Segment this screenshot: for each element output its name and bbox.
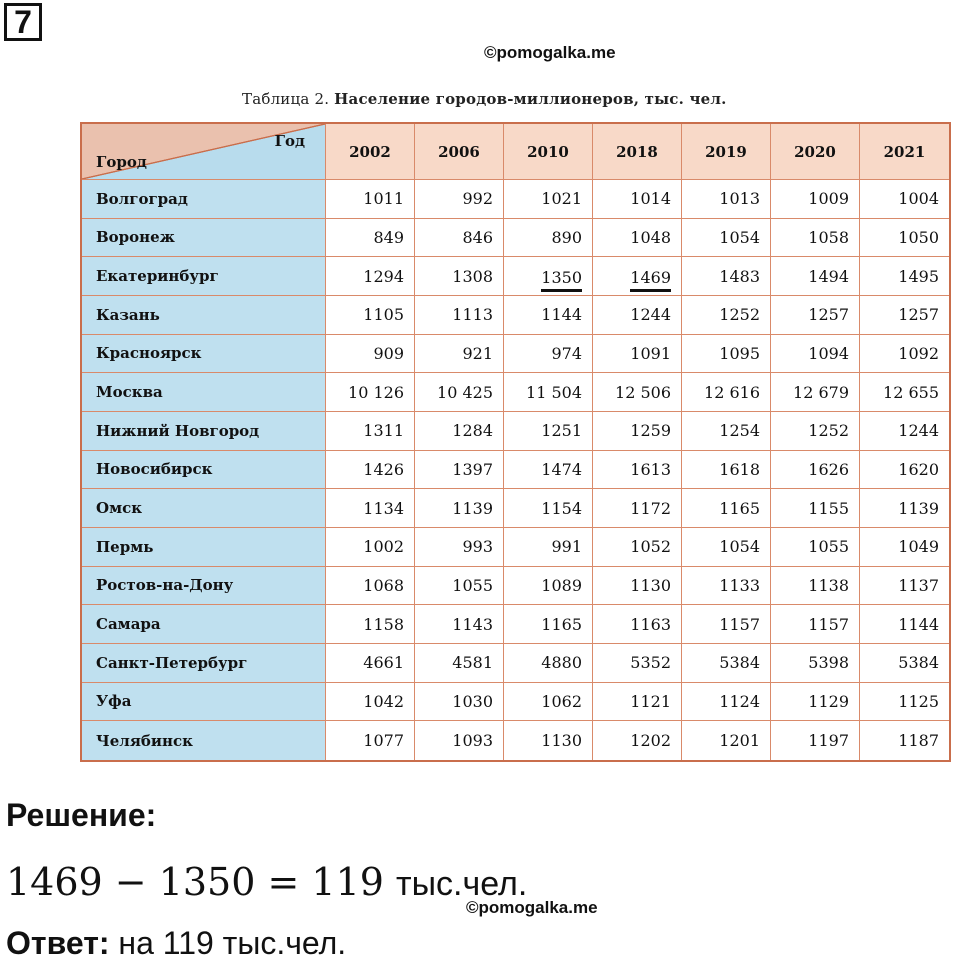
population-value: 1129 bbox=[771, 683, 860, 722]
city-name: Самара bbox=[82, 605, 326, 644]
answer-text: на 119 тыс.чел. bbox=[118, 925, 347, 961]
population-value: 1155 bbox=[771, 489, 860, 528]
population-value: 1002 bbox=[326, 528, 415, 567]
population-value: 5384 bbox=[682, 644, 771, 683]
population-value: 10 126 bbox=[326, 373, 415, 412]
population-value: 12 616 bbox=[682, 373, 771, 412]
population-value: 1311 bbox=[326, 412, 415, 451]
city-name: Санкт-Петербург bbox=[82, 644, 326, 683]
population-value: 1257 bbox=[771, 296, 860, 335]
answer-line bbox=[6, 925, 346, 962]
population-value: 1054 bbox=[682, 219, 771, 258]
population-value: 991 bbox=[504, 528, 593, 567]
population-value: 1483 bbox=[682, 257, 771, 296]
population-value: 1013 bbox=[682, 180, 771, 219]
population-value: 1054 bbox=[682, 528, 771, 567]
header-year: 2019 bbox=[682, 124, 771, 180]
population-value: 1124 bbox=[682, 683, 771, 722]
header-year: 2018 bbox=[593, 124, 682, 180]
header-year: 2002 bbox=[326, 124, 415, 180]
population-value: 1254 bbox=[682, 412, 771, 451]
population-value: 5352 bbox=[593, 644, 682, 683]
population-value: 1495 bbox=[860, 257, 949, 296]
population-value: 1055 bbox=[771, 528, 860, 567]
population-value: 1613 bbox=[593, 451, 682, 490]
population-value: 1244 bbox=[860, 412, 949, 451]
city-name: Красноярск bbox=[82, 335, 326, 374]
population-value: 4661 bbox=[326, 644, 415, 683]
population-value: 1187 bbox=[898, 731, 939, 751]
population-value: 1014 bbox=[593, 180, 682, 219]
population-value: 1130 bbox=[593, 567, 682, 606]
answer-label: Ответ: bbox=[6, 925, 110, 961]
population-value: 1121 bbox=[593, 683, 682, 722]
population-value: 1094 bbox=[771, 335, 860, 374]
population-value: 1252 bbox=[682, 296, 771, 335]
population-value: 1201 bbox=[682, 721, 771, 760]
population-value: 846 bbox=[415, 219, 504, 258]
city-name: Уфа bbox=[82, 683, 326, 722]
population-value: 1058 bbox=[771, 219, 860, 258]
population-value: 1049 bbox=[860, 528, 949, 567]
city-name: Челябинск bbox=[82, 721, 326, 760]
population-value: 1397 bbox=[415, 451, 504, 490]
population-value: 1105 bbox=[326, 296, 415, 335]
city-name: Москва bbox=[82, 373, 326, 412]
population-value: 1068 bbox=[326, 567, 415, 606]
population-value: 1004 bbox=[860, 180, 949, 219]
table-title-prefix: Таблица 2. bbox=[242, 90, 330, 108]
population-value: 1252 bbox=[771, 412, 860, 451]
population-value: 1202 bbox=[593, 721, 682, 760]
population-value: 10 425 bbox=[415, 373, 504, 412]
population-value: 1133 bbox=[682, 567, 771, 606]
header-year: 2006 bbox=[415, 124, 504, 180]
population-value: 1091 bbox=[593, 335, 682, 374]
population-value: 1143 bbox=[415, 605, 504, 644]
watermark-top: ©pomogalka.me bbox=[484, 43, 616, 62]
population-value: 1308 bbox=[415, 257, 504, 296]
underlined-value: 1350 bbox=[541, 268, 582, 292]
population-value: 1244 bbox=[593, 296, 682, 335]
population-value: 1062 bbox=[504, 683, 593, 722]
watermark-bottom: ©pomogalka.me bbox=[466, 898, 598, 917]
population-value: 1050 bbox=[860, 219, 949, 258]
population-value: 1052 bbox=[593, 528, 682, 567]
population-value: 1158 bbox=[326, 605, 415, 644]
population-value: 974 bbox=[504, 335, 593, 374]
header-city-label: Город bbox=[96, 153, 147, 171]
population-value: 12 506 bbox=[593, 373, 682, 412]
population-value: 993 bbox=[415, 528, 504, 567]
table-title-main: Население городов-миллионеров, тыс. чел. bbox=[334, 90, 727, 108]
population-value: 1011 bbox=[326, 180, 415, 219]
population-value bbox=[504, 257, 593, 296]
population-value: 1134 bbox=[326, 489, 415, 528]
population-value: 12 655 bbox=[860, 373, 949, 412]
population-value: 1137 bbox=[860, 567, 949, 606]
population-value: 1009 bbox=[771, 180, 860, 219]
population-value: 1618 bbox=[682, 451, 771, 490]
population-value: 12 679 bbox=[771, 373, 860, 412]
population-value: 890 bbox=[504, 219, 593, 258]
population-value: 1172 bbox=[593, 489, 682, 528]
city-name: Нижний Новгород bbox=[82, 412, 326, 451]
population-value: 1042 bbox=[326, 683, 415, 722]
population-value: 1474 bbox=[504, 451, 593, 490]
population-value: 1157 bbox=[682, 605, 771, 644]
population-value: 921 bbox=[415, 335, 504, 374]
underlined-value: 1469 bbox=[630, 268, 671, 292]
population-value: 1144 bbox=[504, 296, 593, 335]
population-value: 1165 bbox=[682, 489, 771, 528]
population-value: 849 bbox=[326, 219, 415, 258]
city-name: Волгоград bbox=[82, 180, 326, 219]
population-value: 1426 bbox=[326, 451, 415, 490]
population-value: 1284 bbox=[415, 412, 504, 451]
population-value: 1125 bbox=[860, 683, 949, 722]
population-value: 1048 bbox=[593, 219, 682, 258]
population-value: 1157 bbox=[771, 605, 860, 644]
population-value: 1165 bbox=[504, 605, 593, 644]
population-value: 1154 bbox=[504, 489, 593, 528]
city-name: Казань bbox=[82, 296, 326, 335]
population-value: 1626 bbox=[771, 451, 860, 490]
equation-unit: тыс.чел. bbox=[396, 865, 528, 903]
population-value bbox=[593, 257, 682, 296]
population-value: 1259 bbox=[593, 412, 682, 451]
population-value: 1095 bbox=[682, 335, 771, 374]
table-title bbox=[242, 90, 727, 108]
population-value: 4581 bbox=[415, 644, 504, 683]
population-value: 1197 bbox=[771, 721, 860, 760]
population-value: 1113 bbox=[415, 296, 504, 335]
population-value: 1144 bbox=[860, 605, 949, 644]
population-table bbox=[80, 122, 951, 762]
population-value: 1055 bbox=[415, 567, 504, 606]
solution-label: Решение: bbox=[6, 797, 157, 833]
population-value: 1294 bbox=[326, 257, 415, 296]
population-value: 1030 bbox=[415, 683, 504, 722]
equation-expression: 1469 − 1350 = 119 bbox=[6, 860, 384, 904]
population-value: 4880 bbox=[504, 644, 593, 683]
population-value: 1138 bbox=[771, 567, 860, 606]
population-value: 5398 bbox=[771, 644, 860, 683]
population-value: 1139 bbox=[860, 489, 949, 528]
population-value: 11 504 bbox=[504, 373, 593, 412]
population-value: 1620 bbox=[860, 451, 949, 490]
city-name: Омск bbox=[82, 489, 326, 528]
population-value: 1494 bbox=[771, 257, 860, 296]
population-value: 1092 bbox=[860, 335, 949, 374]
city-name: Воронеж bbox=[82, 219, 326, 258]
solution-equation bbox=[6, 860, 527, 904]
population-value: 1257 bbox=[860, 296, 949, 335]
population-value: 1139 bbox=[415, 489, 504, 528]
header-year: 2010 bbox=[504, 124, 593, 180]
city-name: Пермь bbox=[82, 528, 326, 567]
population-value: 5384 bbox=[860, 644, 949, 683]
population-value: 1089 bbox=[504, 567, 593, 606]
task-number: 7 bbox=[4, 3, 42, 41]
table-grid bbox=[82, 124, 949, 760]
population-value: 1130 bbox=[504, 721, 593, 760]
population-value: 909 bbox=[326, 335, 415, 374]
population-value: 1021 bbox=[504, 180, 593, 219]
header-corner bbox=[82, 124, 326, 180]
city-name: Новосибирск bbox=[82, 451, 326, 490]
population-value: 1251 bbox=[504, 412, 593, 451]
city-name: Ростов-на-Дону bbox=[82, 567, 326, 606]
header-year-label: Год bbox=[274, 132, 305, 150]
population-value: 992 bbox=[415, 180, 504, 219]
city-name: Екатеринбург bbox=[82, 257, 326, 296]
population-value: 1077 bbox=[326, 721, 415, 760]
header-year: 2021 bbox=[860, 124, 949, 180]
population-value: 1163 bbox=[593, 605, 682, 644]
population-value: 1093 bbox=[415, 721, 504, 760]
header-year: 2020 bbox=[771, 124, 860, 180]
